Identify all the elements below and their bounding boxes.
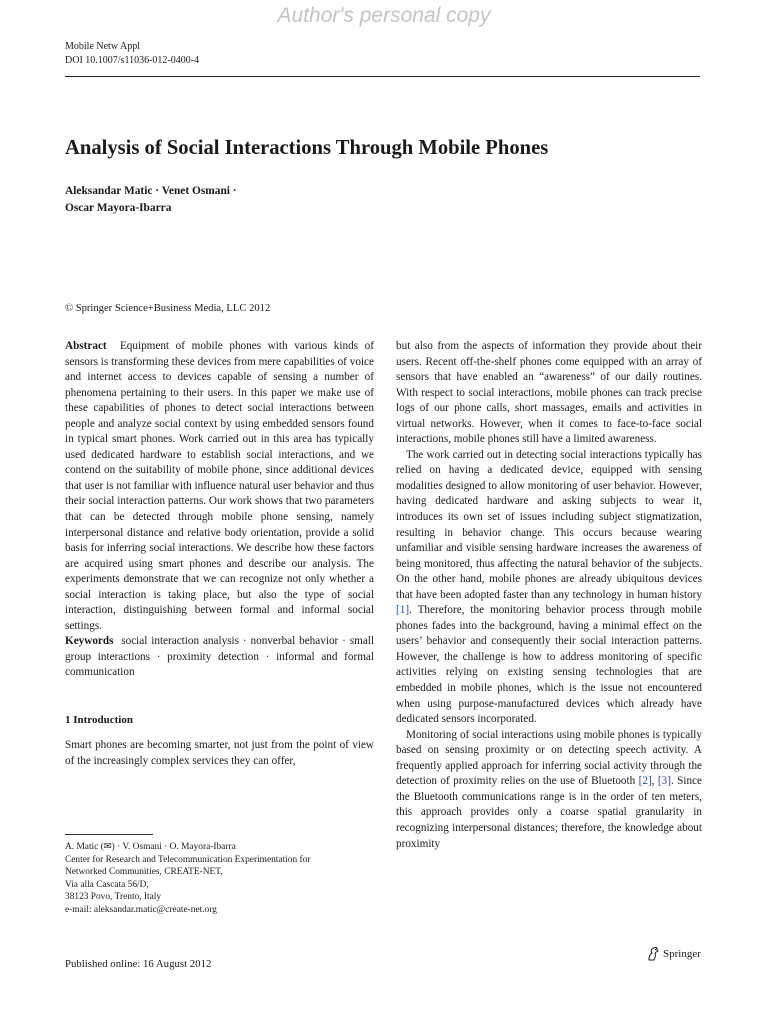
journal-info xyxy=(65,40,199,68)
text-run: The work carried out in detecting social interactions typically has relied on having a dedicated device, equipped with sensing modalities designed to allow monitoring of user behavior. However, having dedicated hardware and asking subjects to wear it, introduces its own set of issues including subject stigmatization, resulting in behavior change. This occurs because wearing unfamiliar and visible sensing hardware increases the awareness of being monitored, thus affecting the natural behavior of the subjects. On the other hand, mobile phones are already ubiquitous devices that have been adopted faster than any technology in human history xyxy=(396,448,702,601)
citation-link-1[interactable]: [1] xyxy=(396,604,410,617)
left-column xyxy=(65,339,374,769)
keywords-label: Keywords xyxy=(65,635,114,648)
journal-name: Mobile Netw Appl xyxy=(65,41,140,52)
intro-paragraph-2: but also from the aspects of information they provide about their users. Recent off-the-shelf phones come equipped with an array of sensors that have enabled an “awareness” of our daily routines. With respect to social interactions, mobile phones can track precise logs of our phone calls, short massages, emails and activities in virtual networks. However, when it comes to face-to-face social interactions, mobile phones still have a limited awareness. xyxy=(396,340,702,446)
abstract xyxy=(65,339,374,634)
abstract-label: Abstract xyxy=(65,340,107,352)
authors-line-2: Oscar Mayora-Ibarra xyxy=(65,202,172,214)
text-run: . Therefore, the monitoring behavior process through mobile phones fades into the background, having a minimal effect on the users’ behavior and consequently their social interaction patterns. However, the challenge is how to address monitoring of specific activities relying on existing sensing technologies that are embedded in mobile phones, which is the issue not encountered when using purpose-manufactured devices which already have dedicated sensors incorporated. xyxy=(396,604,702,726)
doi[interactable]: DOI 10.1007/s11036-012-0400-4 xyxy=(65,55,200,66)
publisher-name: Springer xyxy=(663,947,701,960)
keywords xyxy=(65,634,374,681)
intro-paragraph-1: Smart phones are becoming smarter, not just from the point of view of the increasingly complex services they can offer, xyxy=(65,739,374,767)
text-run: . Since the Bluetooth communications range is in the order of ten meters, this approach provides only a coarse spatial granularity in recognizing interpersonal distances; therefore, the knowledge about proximity xyxy=(396,775,703,850)
author-affiliation xyxy=(65,841,310,916)
affiliation-authors: A. Matic (✉) · V. Osmani · O. Mayora-Ibarra xyxy=(65,842,236,852)
intro-paragraph-3 xyxy=(396,448,702,728)
springer-horse-icon xyxy=(646,946,660,961)
intro-paragraph-4 xyxy=(396,728,702,852)
copyright: © Springer Science+Business Media, LLC 2012 xyxy=(65,303,271,314)
article-title: Analysis of Social Interactions Through Mobile Phones xyxy=(65,137,549,159)
footnote-rule xyxy=(65,834,153,835)
author-list xyxy=(65,183,237,217)
header-rule xyxy=(65,76,700,77)
affiliation-street: Via alla Cascata 56/D, xyxy=(65,879,149,890)
abstract-text: Equipment of mobile phones with various kinds of sensors is transforming these devices from mere capabilities of voice and internet access to devices capable of sensing a number of phenomena pertaining to their users. In this paper we make use of these capabilities of phones to detect social interactions between people and analyze social context by using embedded sensors found in typical smart phones. Work carried out in this area has typically used dedicated hardware to establish social interactions, and we contend on the suitability of mobile phone, since additional devices that user is not familiar with influence natural user behavior and thus their social interaction patterns. Our work shows that two parameters that can be detected through mobile phone sensing, namely interpersonal distance and relative body orientation, provide a solid basis for inferring social interactions. We describe how these factors are acquired using smart phones and describe our analysis. The experiments demonstrate that we can recognize not only whether a social interaction is taking place, but also the type of social interaction, distinguishing between formal and informal social settings. xyxy=(65,340,374,632)
watermark: Author's personal copy xyxy=(277,4,491,27)
keywords-text: social interaction analysis · nonverbal behavior · small group interactions · proximity detection · informal and formal communication xyxy=(65,635,374,679)
section-heading-introduction: 1 Introduction xyxy=(65,714,133,727)
published-date: Published online: 16 August 2012 xyxy=(65,958,212,970)
authors-line-1: Aleksandar Matic · Venet Osmani · xyxy=(65,185,237,197)
right-column xyxy=(396,339,702,852)
affiliation-institution-cont: Networked Communities, CREATE-NET, xyxy=(65,867,223,877)
citation-link-3[interactable]: [3] xyxy=(657,775,671,788)
citation-link-2[interactable]: [2] xyxy=(638,775,652,788)
text-run: , xyxy=(651,775,658,788)
affiliation-city: 38123 Povo, Trento, Italy xyxy=(65,892,162,902)
text-run: Monitoring of social interactions using mobile phones is typically based on sensing proximity or on detecting speech activity. A frequently applied approach for inferring social activity through the detection of proximity relies on the use of Bluetooth xyxy=(396,728,702,788)
affiliation-institution: Center for Research and Telecommunication Experimentation for xyxy=(65,854,311,865)
affiliation-email[interactable]: e-mail: aleksandar.matic@create-net.org xyxy=(65,904,217,915)
publisher-logo xyxy=(646,946,701,961)
